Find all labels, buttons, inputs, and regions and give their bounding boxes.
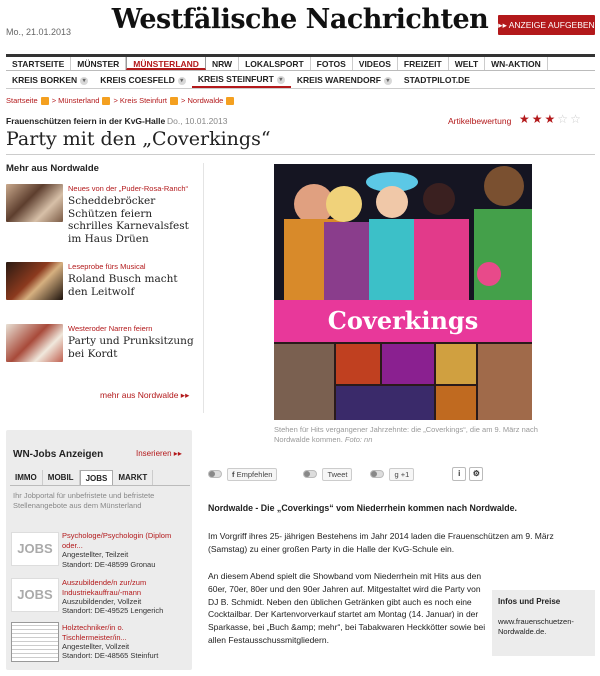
- main-nav: [6, 54, 595, 71]
- star-icon[interactable]: ★: [544, 112, 558, 126]
- jobs-logo[interactable]: JOBS: [11, 578, 59, 612]
- nav-welt[interactable]: WELT: [449, 57, 485, 70]
- jobs-title: WN-Jobs Anzeigen: [13, 449, 104, 460]
- teaser-title[interactable]: Scheddebröcker Schützen feiern schrilles Karnevalsfest im Haus Drüen: [68, 195, 189, 245]
- rating-label: Artikelbewertung: [448, 116, 512, 126]
- inserieren-link[interactable]: Inserieren ▸▸: [136, 449, 182, 458]
- job-title[interactable]: Holztechniker/in o. Tischlermeister/in...: [62, 623, 127, 642]
- list-item[interactable]: [6, 262, 191, 302]
- job-location: Standort: DE-48599 Gronau: [62, 560, 156, 569]
- breadcrumb-muensterland[interactable]: > Münsterland: [51, 96, 100, 105]
- breadcrumb-startseite[interactable]: Startseite: [6, 96, 38, 105]
- facebook-toggle[interactable]: [208, 470, 222, 478]
- teaser-title[interactable]: Roland Busch macht den Leitwolf: [68, 273, 178, 298]
- share-bar: [208, 466, 494, 482]
- site-logo[interactable]: Westfälische Nachrichten: [111, 4, 489, 35]
- more-label: mehr aus Nordwalde: [100, 390, 179, 400]
- inserieren-label: Inserieren: [136, 449, 172, 458]
- tab-markt[interactable]: MARKT: [113, 470, 153, 485]
- job-title[interactable]: Auszubildende/n zur/zum Industriekauffrau/-mann: [62, 578, 147, 597]
- subnav-kreis-warendorf[interactable]: [291, 73, 398, 88]
- star-icon[interactable]: ☆: [570, 112, 583, 126]
- tab-mobil[interactable]: MOBIL: [43, 470, 80, 485]
- tweet-label: Tweet: [327, 469, 348, 479]
- more-link[interactable]: mehr aus Nordwalde ▸▸: [100, 390, 190, 400]
- info-icon[interactable]: i: [452, 467, 466, 481]
- rss-icon[interactable]: [226, 97, 234, 105]
- subnav-kreis-coesfeld[interactable]: [94, 73, 192, 88]
- facebook-like-button[interactable]: f Empfehlen: [227, 468, 277, 481]
- subnav-label: KREIS BORKEN: [12, 75, 78, 85]
- divider: [203, 163, 204, 413]
- teaser-title[interactable]: Party und Prunksitzung bei Kordt: [68, 335, 194, 360]
- job-type: Auszubildender, Vollzeit: [62, 597, 142, 606]
- rss-icon[interactable]: [41, 97, 49, 105]
- place-ad-button[interactable]: ▸▸ ANZEIGE AUFGEBEN: [498, 15, 595, 35]
- teaser-kicker: Westeroder Narren feiern: [68, 324, 153, 333]
- teaser-kicker: Leseprobe fürs Musical: [68, 262, 146, 271]
- chevron-down-icon[interactable]: ▾: [80, 77, 88, 85]
- divider: [6, 154, 595, 155]
- nav-muensterland[interactable]: MÜNSTERLAND: [126, 57, 206, 70]
- rss-icon[interactable]: [102, 97, 110, 105]
- page-title: Party mit den „Coverkings“: [6, 128, 271, 150]
- job-location: Standort: DE-48565 Steinfurt: [62, 651, 159, 660]
- breadcrumb: [6, 96, 234, 105]
- gplus-toggle[interactable]: [370, 470, 384, 478]
- sidebar-title: Mehr aus Nordwalde: [6, 163, 99, 174]
- band-photo-graphic: [274, 164, 532, 420]
- caption-text: Stehen für Hits vergangener Jahrzehnte: die „Coverkings“, die am 9. März nach Nordwalde kommen.: [274, 425, 538, 444]
- article-photo[interactable]: [274, 164, 532, 420]
- nav-muenster[interactable]: MÜNSTER: [71, 57, 126, 70]
- job-type: Angestellter, Teilzeit: [62, 550, 129, 559]
- star-icon[interactable]: ★: [519, 112, 532, 126]
- job-type: Angestellter, Vollzeit: [62, 642, 130, 651]
- chevron-down-icon[interactable]: ▾: [384, 77, 392, 85]
- jobs-logo[interactable]: JOBS: [11, 532, 59, 566]
- article-paragraph: Im Vorgriff ihres 25- jährigen Bestehens im Jahr 2014 laden die Frauenschützen am 9. März (Samstag) zu einer großen Party in die Halle der KvG-Schule ein.: [208, 531, 554, 554]
- facebook-label: Empfehlen: [236, 469, 273, 479]
- jobs-tabs: [10, 470, 190, 486]
- star-icon[interactable]: ☆: [557, 112, 571, 126]
- gplus-button[interactable]: g +1: [389, 468, 414, 481]
- subnav-label: KREIS WARENDORF: [296, 75, 381, 85]
- star-icon[interactable]: ★: [531, 112, 545, 126]
- tab-immo[interactable]: IMMO: [10, 470, 43, 485]
- chevron-down-icon[interactable]: ▾: [277, 76, 285, 84]
- breadcrumb-nordwalde[interactable]: > Nordwalde: [181, 96, 224, 105]
- nav-fotos[interactable]: FOTOS: [311, 57, 353, 70]
- chevron-down-icon[interactable]: ▾: [178, 77, 186, 85]
- nav-videos[interactable]: VIDEOS: [353, 57, 398, 70]
- gear-icon[interactable]: ⚙: [469, 467, 483, 481]
- list-item[interactable]: [6, 184, 191, 244]
- sub-nav: [6, 73, 595, 89]
- job-location: Standort: DE-49525 Lengerich: [62, 606, 164, 615]
- gplus-label: +1: [400, 469, 410, 479]
- rating-stars[interactable]: [519, 112, 583, 126]
- twitter-toggle[interactable]: [303, 470, 317, 478]
- place-ad-label: ANZEIGE AUFGEBEN: [508, 20, 595, 30]
- job-ad-thumbnail[interactable]: [11, 622, 59, 662]
- nav-nrw[interactable]: NRW: [206, 57, 239, 70]
- nav-wn-aktion[interactable]: WN-AKTION: [485, 57, 548, 70]
- nav-startseite[interactable]: STARTSEITE: [6, 57, 71, 70]
- tab-jobs[interactable]: JOBS: [80, 470, 114, 485]
- rss-icon[interactable]: [170, 97, 178, 105]
- teaser-thumbnail[interactable]: [6, 184, 63, 222]
- tweet-button[interactable]: [322, 468, 352, 481]
- caption-credit: Foto: nn: [344, 435, 373, 444]
- article-date: Do., 10.01.2013: [167, 116, 228, 126]
- info-box-title: Infos und Preise: [498, 597, 561, 606]
- article-paragraph: An diesem Abend spielt die Showband vom Niederrhein mit Hits aus den 60er, 70er, 80er und den 90er Jahren auf. Mitgestaltet wird die Party von DJ B. Schmidt. Neben den üblichen Getränken gibt auch es noch eine Cocktailbar. Der Kartenvorverkauf startet am Montag (14. Januar) in der Sparkasse, bei „Buch &amp; mehr“, bei Tabakwaren Heckkötter sowie bei allen Festausschussmitgliedern.: [208, 571, 486, 645]
- subnav-kreis-steinfurt[interactable]: [192, 73, 291, 88]
- band-logo-text: Coverkings: [327, 306, 479, 335]
- nav-freizeit[interactable]: FREIZEIT: [398, 57, 449, 70]
- subnav-label: KREIS STEINFURT: [197, 74, 274, 84]
- job-title[interactable]: Psychologe/Psychologin (Diplom oder...: [62, 531, 172, 550]
- breadcrumb-kreis-steinfurt[interactable]: > Kreis Steinfurt: [113, 96, 168, 105]
- teaser-kicker: Neues von der „Puder-Rosa-Ranch“: [68, 184, 189, 193]
- list-item[interactable]: [6, 324, 194, 364]
- article-kicker: Frauenschützen feiern in der KvG-Halle: [6, 116, 166, 126]
- article-lead: Nordwalde - Die „Coverkings“ vom Niederrhein kommen nach Nordwalde.: [208, 503, 517, 513]
- subnav-kreis-borken[interactable]: [6, 73, 94, 88]
- teaser-thumbnail[interactable]: [6, 324, 63, 362]
- subnav-label: KREIS COESFELD: [100, 75, 175, 85]
- photo-caption: [274, 425, 544, 445]
- jobs-description: Ihr Jobportal für unbefristete und befristete Stellenangebote aus dem Münsterland: [13, 491, 155, 510]
- teaser-thumbnail[interactable]: [6, 262, 63, 300]
- current-date: Mo., 21.01.2013: [6, 27, 72, 37]
- nav-lokalsport[interactable]: LOKALSPORT: [239, 57, 311, 70]
- info-box-link[interactable]: www.frauenschuetzen-Nordwalde.de.: [498, 617, 574, 636]
- subnav-stadtpilot[interactable]: STADTPILOT.DE: [403, 75, 470, 85]
